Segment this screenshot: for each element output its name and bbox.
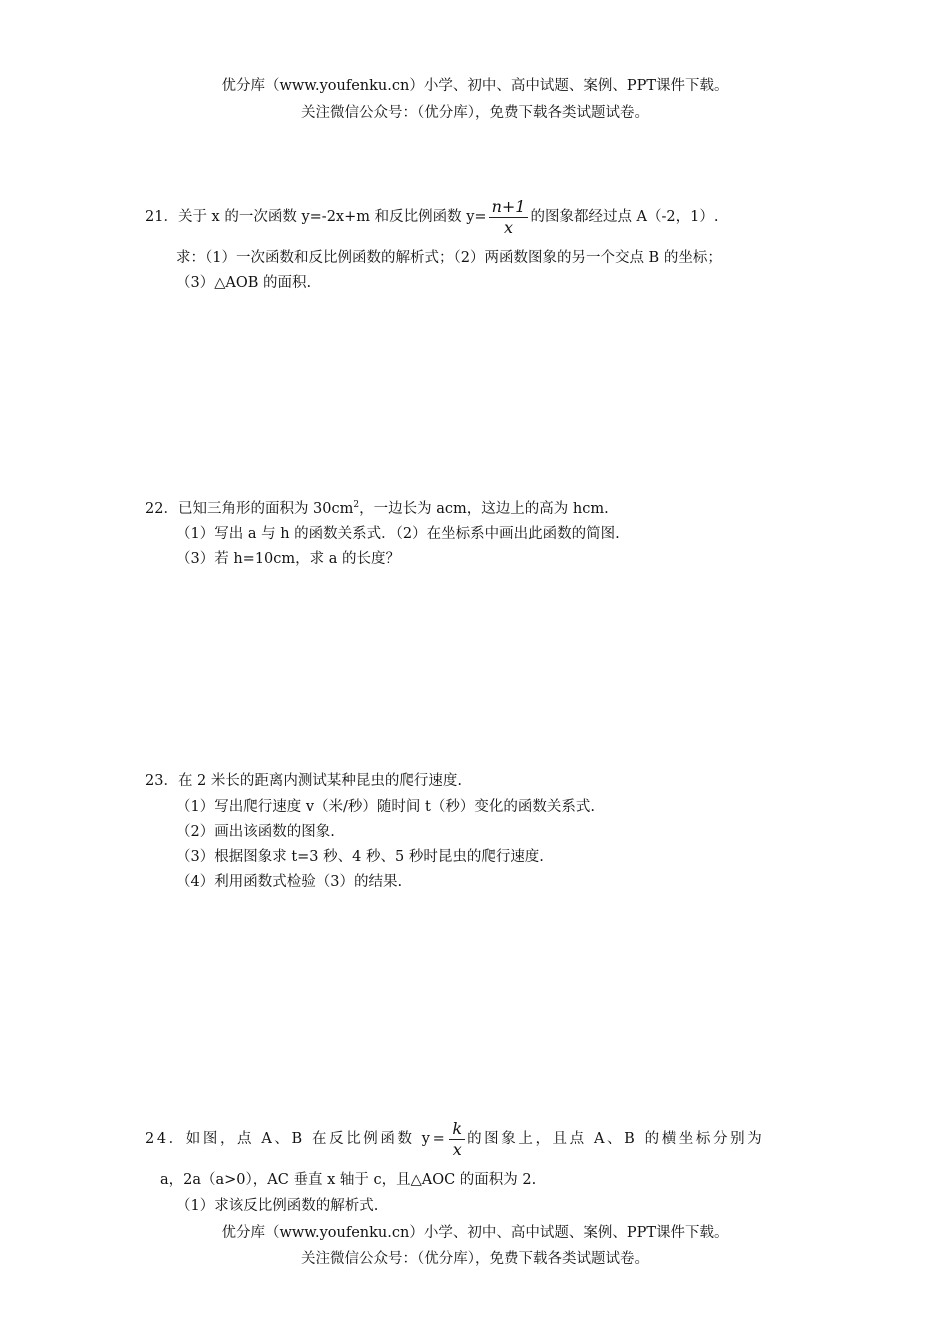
q24-suffix: 的图象上，且点 A、B 的横坐标分别为 [467, 1131, 765, 1147]
q24-prefix: 24．如图，点 A、B 在反比例函数 y= [145, 1131, 448, 1147]
q23-line-2: （1）写出爬行速度 v（米/秒）随时间 t（秒）变化的函数关系式. [176, 799, 595, 815]
q24-line-3: （1）求该反比例函数的解析式. [176, 1198, 379, 1214]
q21-line-1 [145, 196, 719, 238]
q24-line-1 [145, 1118, 764, 1160]
q22-line-1-post: ，一边长为 acm，这边上的高为 hcm. [359, 501, 609, 517]
q21-prefix: 21．关于 x 的一次函数 y=-2x+m 和反比例函数 y= [145, 209, 487, 225]
q21-fraction-denominator: x [503, 217, 514, 237]
q24-line-2: a，2a（a>0），AC 垂直 x 轴于 c，且△AOC 的面积为 2. [160, 1172, 537, 1188]
q22-line-2: （1）写出 a 与 h 的函数关系式．（2）在坐标系中画出此函数的简图. [176, 526, 620, 542]
q24-fraction-numerator: k [449, 1119, 465, 1140]
page-header-line-2: 关注微信公众号：（优分库），免费下载各类试题试卷。 [301, 105, 649, 121]
q23-line-4: （3）根据图象求 t=3 秒、4 秒、5 秒时昆虫的爬行速度. [176, 849, 544, 865]
q22-line-1 [145, 497, 609, 518]
q21-fraction [489, 197, 529, 238]
q21-suffix: 的图象都经过点 A（-2，1）. [530, 209, 719, 225]
q21-line-2: 求：（1）一次函数和反比例函数的解析式；（2）两函数图象的另一个交点 B 的坐标； [176, 250, 722, 266]
q23-line-3: （2）画出该函数的图象. [176, 824, 335, 840]
q22-line-1-pre: 22．已知三角形的面积为 30cm [145, 501, 354, 517]
q21-fraction-numerator: n+1 [489, 197, 529, 218]
page-footer-line-1: 优分库（www.youfenku.cn）小学、初中、高中试题、案例、PPT课件下载。 [221, 1225, 729, 1241]
q22-superscript: 2 [353, 500, 360, 511]
q23-line-5: （4）利用函数式检验（3）的结果. [176, 874, 403, 890]
q24-fraction [449, 1119, 465, 1160]
q23-line-1: 23．在 2 米长的距离内测试某种昆虫的爬行速度. [145, 773, 463, 789]
page-header-line-1: 优分库（www.youfenku.cn）小学、初中、高中试题、案例、PPT课件下载。 [221, 78, 729, 94]
q21-line-3: （3）△AOB 的面积. [176, 275, 312, 291]
q24-fraction-denominator: x [452, 1139, 462, 1159]
page-footer-line-2: 关注微信公众号：（优分库），免费下载各类试题试卷。 [301, 1251, 649, 1267]
q22-line-3: （3）若 h=10cm，求 a 的长度？ [176, 551, 401, 567]
